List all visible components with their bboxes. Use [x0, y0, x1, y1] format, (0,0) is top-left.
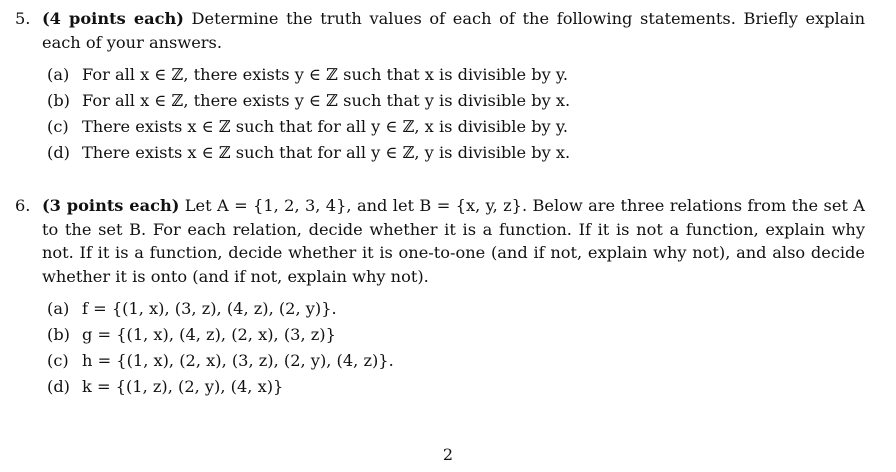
problem-6-part-a [47, 296, 865, 322]
problem-5-part-c [47, 114, 865, 140]
part-text: h = {(1, x), (2, x), (3, z), (2, y), (4, z)}. [82, 351, 394, 370]
problem-6-part-b [47, 322, 865, 348]
problem-5-number: 5. [15, 9, 31, 28]
part-text: k = {(1, z), (2, y), (4, x)} [82, 377, 284, 396]
part-label: (a) [47, 299, 70, 318]
problem-5-parts [15, 62, 865, 166]
part-label: (a) [47, 65, 70, 84]
problem-6-header [15, 194, 865, 288]
problem-5-part-a [47, 62, 865, 88]
part-label: (c) [47, 351, 69, 370]
part-text: There exists x ∈ ℤ such that for all y ∈ ℤ, y is divisible by x. [82, 143, 571, 162]
problem-5-part-b [47, 88, 865, 114]
part-text: For all x ∈ ℤ, there exists y ∈ ℤ such that y is divisible by x. [82, 91, 571, 110]
problem-6-statement: Let A = {1, 2, 3, 4}, and let B = {x, y, z}. Below are three relations from the set A to the set B. For each relation, decide whether it is a function. If it is not a function, explain why not. If it is a function, decide whether it is one-to-one (and if not, explain why not), and also decide whether it is onto (and if not, explain why not). [42, 196, 865, 286]
problem-5-header [15, 7, 865, 54]
part-text: g = {(1, x), (4, z), (2, x), (3, z)} [82, 325, 336, 344]
problem-5 [15, 7, 865, 166]
part-text: For all x ∈ ℤ, there exists y ∈ ℤ such that x is divisible by y. [82, 65, 569, 84]
problem-5-part-d [47, 140, 865, 166]
problem-6-points: (3 points each) [42, 196, 180, 215]
page-number: 2 [442, 445, 454, 464]
part-text: f = {(1, x), (3, z), (4, z), (2, y)}. [82, 299, 337, 318]
problem-6-parts [15, 296, 865, 400]
part-label: (d) [47, 377, 70, 396]
part-label: (b) [47, 325, 70, 344]
part-label: (c) [47, 117, 69, 136]
problem-6-part-c [47, 348, 865, 374]
problem-5-points: (4 points each) [42, 9, 184, 28]
part-label: (b) [47, 91, 70, 110]
problem-6 [15, 194, 865, 400]
problem-6-part-d [47, 374, 865, 400]
problem-5-statement: Determine the truth values of each of the following statements. Briefly explain each of your answers. [42, 9, 865, 52]
part-text: There exists x ∈ ℤ such that for all y ∈ ℤ, x is divisible by y. [82, 117, 568, 136]
problem-6-number: 6. [15, 196, 31, 215]
part-label: (d) [47, 143, 70, 162]
